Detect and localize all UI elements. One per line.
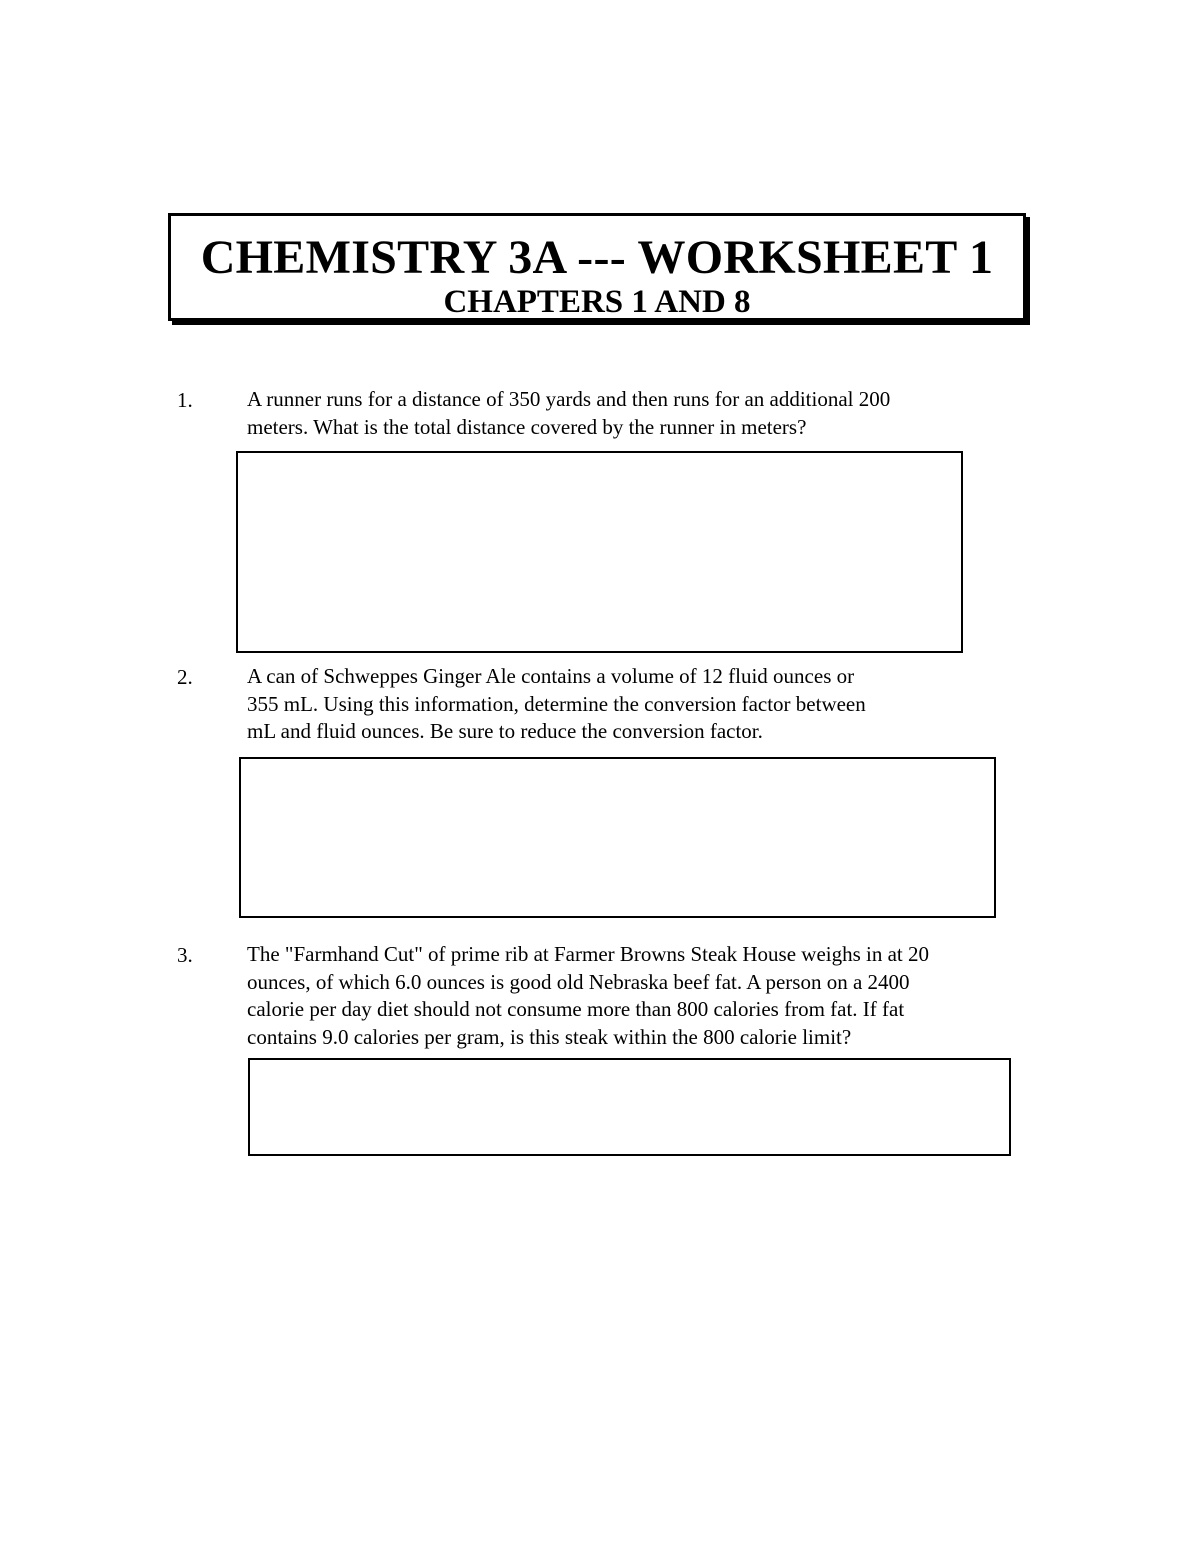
worksheet-subtitle: CHAPTERS 1 AND 8: [443, 284, 751, 320]
question-3-text: [247, 941, 1037, 1051]
question-3-line: The "Farmhand Cut" of prime rib at Farmer Browns Steak House weighs in at 20: [247, 942, 930, 966]
question-2-line: A can of Schweppes Ginger Ale contains a volume of 12 fluid ounces or: [247, 664, 855, 688]
question-1-answer-box[interactable]: [236, 451, 963, 653]
question-1-text: [247, 386, 1037, 441]
question-2-line: 355 mL. Using this information, determine the conversion factor between: [247, 691, 866, 716]
question-1-line: A runner runs for a distance of 350 yards and then runs for an additional 200: [247, 387, 891, 411]
question-3-number: 3.: [177, 943, 193, 967]
question-2-answer-box[interactable]: [239, 757, 996, 918]
worksheet-title-box: [168, 213, 1026, 321]
question-1-number: 1.: [177, 388, 193, 412]
question-1-line: meters. What is the total distance covered by the runner in meters?: [247, 414, 807, 439]
question-2-number: 2.: [177, 665, 193, 689]
question-3-line: calorie per day diet should not consume more than 800 calories from fat. If fat: [247, 997, 905, 1021]
question-3-line: contains 9.0 calories per gram, is this steak within the 800 calorie limit?: [247, 1024, 852, 1049]
question-3-answer-box[interactable]: [248, 1058, 1011, 1156]
question-2-line: mL and fluid ounces. Be sure to reduce the conversion factor.: [247, 719, 763, 743]
question-2-text: [247, 663, 1037, 746]
worksheet-title: CHEMISTRY 3A --- WORKSHEET 1: [200, 231, 994, 284]
question-3-line: ounces, of which 6.0 ounces is good old Nebraska beef fat. A person on a 2400: [247, 969, 910, 994]
